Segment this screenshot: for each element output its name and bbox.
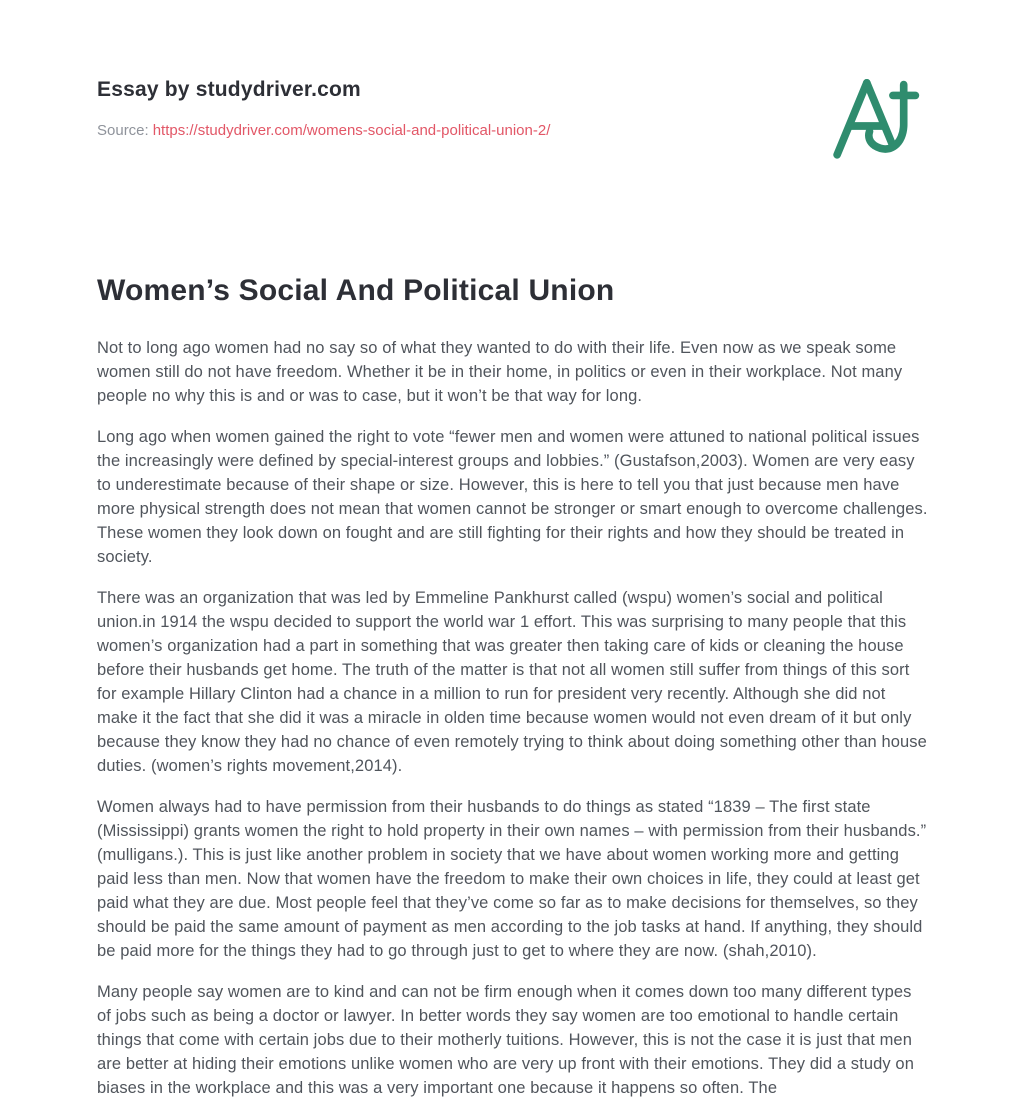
essay-paragraph: Many people say women are to kind and can not be firm enough when it comes down too many different types of jobs such as being a doctor or lawyer. In better words they say women are too emotional to handle certain things that come with certain jobs due to their motherly tuitions. However, this is not the case it is just that men are better at hiding their emotions unlike women who are very up front with their emotions. They did a study on biases in the workplace and this was a very important one because it happens so often. The [97, 983, 914, 1097]
essay-paragraph: There was an organization that was led by Emmeline Pankhurst called (wspu) women’s social and political union.in 1914 the wspu decided to support the world war 1 effort. This was surprising to many people that this women’s organization had a part in something that was greater then taking care of kids or cleaning the house before their husbands get home. The truth of the matter is that not all women still suffer from things of this sort for example Hillary Clinton had a chance in a million to run for president very recently. Although she did not make it the fact that she did it was a miracle in olden time because women would not even dream of it but only because they know they had no chance of even remotely trying to think about doing something other than house duties. (women’s rights movement,2014). [97, 589, 927, 775]
document-header [97, 76, 928, 162]
source-label: Source: [97, 122, 149, 139]
source-link[interactable]: https://studydriver.com/womens-social-and-political-union-2/ [152, 122, 551, 139]
essay-body [97, 336, 928, 1100]
essay-paragraph: Women always had to have permission from their husbands to do things as stated “1839 – The first state (Mississippi) grants women the right to hold property in their own names – with permission from their husbands.” (mulligans.). This is just like another problem in society that we have about women working more and getting paid less than men. Now that women have the freedom to make their own choices in life, they could at least get paid what they are due. Most people feel that they’ve come so far as to make decisions for themselves, so they should be paid the same amount of payment as men according to the job tasks at hand. If anything, they should be paid more for the things they had to go through just to get to where they are now. (shah,2010). [97, 798, 927, 960]
essay-paragraph: Not to long ago women had no say so of what they wanted to do with their life. Even now as we speak some women still do not have freedom. Whether it be in their home, in politics or even in their workplace. Not many people no why this is and or was to case, but it won’t be that way for long. [97, 339, 903, 405]
byline: Essay by studydriver.com [97, 78, 361, 101]
studydriver-logo-icon [822, 72, 926, 162]
essay-title: Women’s Social And Political Union [97, 274, 615, 307]
header-text-block [97, 76, 550, 141]
essay-content [97, 272, 928, 1100]
source-line [97, 120, 550, 141]
essay-paragraph: Long ago when women gained the right to vote “fewer men and women were attuned to national political issues the increasingly were defined by special-interest groups and lobbies.” (Gustafson,2003). Women are very easy to underestimate because of their shape or size. However, this is here to tell you that just because men have more physical strength does not mean that women cannot be stronger or smart enough to overcome challenges. These women they look down on fought and are still fighting for their rights and how they should be treated in society. [97, 428, 928, 566]
